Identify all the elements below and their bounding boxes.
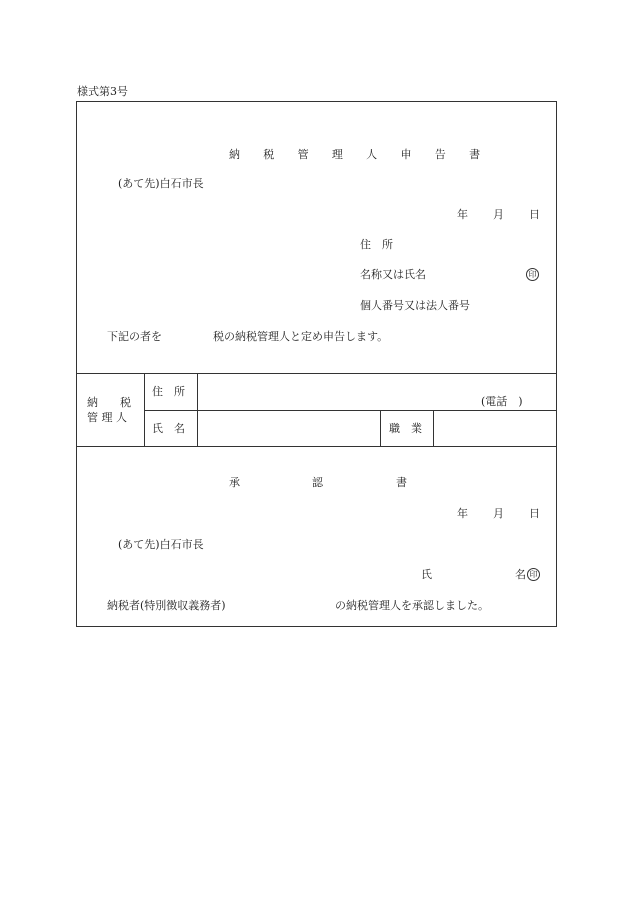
form-number: 様式第3号 xyxy=(77,85,128,98)
declaration-statement-prefix: 下記の者を xyxy=(107,330,162,343)
manager-heading-line2: 管 理 人 xyxy=(87,411,127,424)
declarant-name-label: 名称又は氏名 xyxy=(360,268,426,281)
approval-title-char-2: 認 xyxy=(312,476,323,489)
table-divider-heading xyxy=(144,373,145,446)
table-divider-labels xyxy=(197,373,198,446)
approval-date-year: 年 xyxy=(457,507,468,520)
seal-icon: 印 xyxy=(526,268,539,281)
table-middle-border xyxy=(144,410,557,411)
approval-name-label-2: 名 xyxy=(515,568,526,581)
approval-addressee: (あて先)白石市長 xyxy=(118,538,204,551)
approval-statement-prefix: 納税者(特別徴収義務者) xyxy=(107,599,226,612)
table-divider-occupation-right xyxy=(433,410,434,446)
approval-title-char-3: 書 xyxy=(396,476,407,489)
approval-seal-icon: 印 xyxy=(527,568,540,581)
declaration-addressee: (あて先)白石市長 xyxy=(118,177,204,190)
declaration-date-day: 日 xyxy=(529,208,540,221)
approval-statement-suffix: の納税管理人を承認しました。 xyxy=(335,599,489,612)
manager-name-label: 氏 名 xyxy=(152,422,185,435)
table-top-border xyxy=(76,373,557,374)
declarant-number-label: 個人番号又は法人番号 xyxy=(360,299,470,312)
manager-phone-label: (電話 ) xyxy=(481,395,523,408)
manager-occupation-label: 職 業 xyxy=(389,422,422,435)
manager-address-label: 住 所 xyxy=(152,385,185,398)
table-divider-occupation-left xyxy=(380,410,381,446)
declaration-title: 納 税 管 理 人 申 告 書 xyxy=(229,148,490,161)
approval-name-label-1: 氏 xyxy=(421,568,432,581)
manager-heading-line1: 納 税 xyxy=(87,396,131,409)
declaration-date-year: 年 xyxy=(457,208,468,221)
declaration-statement-suffix: 税の納税管理人と定め申告します。 xyxy=(213,330,389,343)
approval-title-char-1: 承 xyxy=(229,476,240,489)
declaration-date-month: 月 xyxy=(493,208,504,221)
approval-date-month: 月 xyxy=(493,507,504,520)
declarant-address-label: 住 所 xyxy=(360,238,393,251)
table-bottom-border xyxy=(76,446,557,447)
approval-date-day: 日 xyxy=(529,507,540,520)
